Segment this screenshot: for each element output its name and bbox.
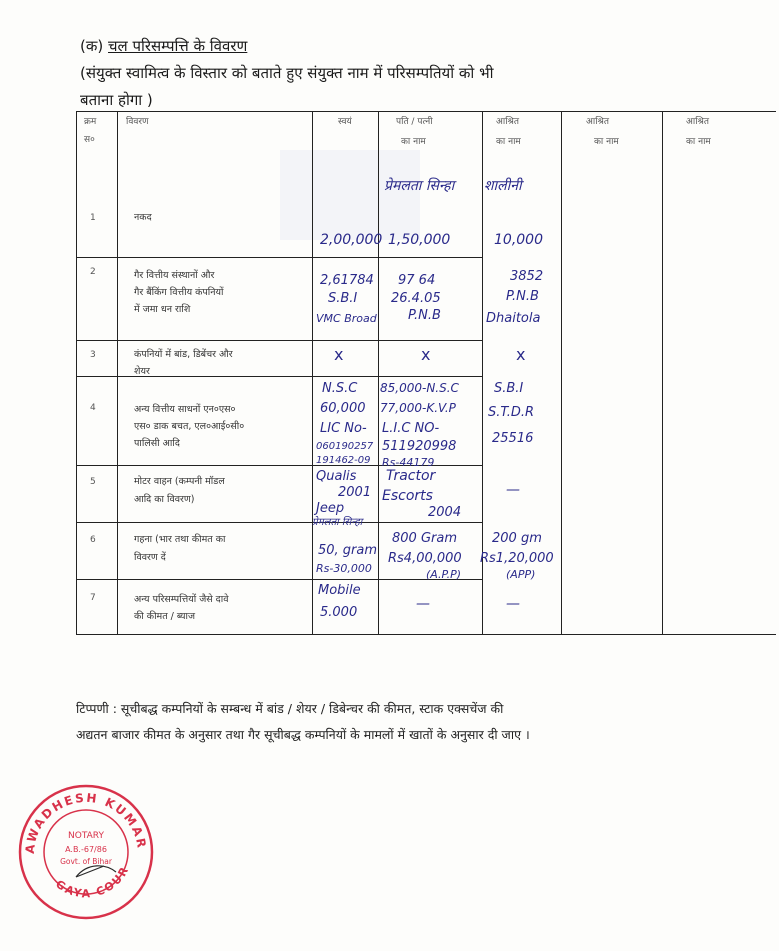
svg-text:AWADHESH KUMAR: AWADHESH KUMAR <box>22 790 149 855</box>
row-3-spouse: x <box>421 345 431 364</box>
row-7-label-1: अन्य परिसम्पत्तियों जैसे दावे <box>134 594 229 605</box>
row-5-self-1: Qualis <box>316 469 357 484</box>
row-1-num: 1 <box>90 213 96 223</box>
row-5-self-3: Jeep <box>316 501 345 516</box>
row-6-dep1-2: Rs1,20,000 <box>480 551 554 566</box>
svg-text:A.B.-67/86: A.B.-67/86 <box>65 845 107 854</box>
col-details-header: विवरण <box>126 117 149 127</box>
row-4-label-3: पालिसी आदि <box>134 438 180 449</box>
row-2-num: 2 <box>90 267 96 277</box>
row-1-self: 2,00,000 <box>320 232 383 248</box>
row-4-spouse-3: L.I.C NO- <box>382 421 440 436</box>
row-2-self-2: S.B.I <box>328 291 358 306</box>
row-4-spouse-5: Rs-44179 <box>382 456 435 469</box>
row-6-spouse-2: Rs4,00,000 <box>388 551 462 566</box>
col-self-header: स्वयं <box>338 117 352 127</box>
row-1-dep1: 10,000 <box>494 232 543 248</box>
row-3-self: x <box>334 345 344 364</box>
footnote-line2: अद्यतन बाजार कीमत के अनुसार तथा गैर सूचीबद्ध कम्पनियों के मामलों में खातों के अनुसार दी जाए । <box>76 727 530 742</box>
svg-text:NOTARY: NOTARY <box>68 831 104 841</box>
section-subtitle-line2: बताना होगा ) <box>80 91 153 109</box>
row-4-dep1-1: S.B.I <box>494 381 524 396</box>
svg-text:Govt. of Bihar: Govt. of Bihar <box>60 857 112 866</box>
row-2-label-1: गैर वित्तीय संस्थानों और <box>134 270 215 281</box>
row-7-label-2: की कीमत / ब्याज <box>134 611 196 622</box>
row-6-dep1-1: 200 gm <box>492 531 542 546</box>
col-dep1-header: आश्रित <box>496 117 520 127</box>
col-dep2-header: आश्रित <box>586 117 610 127</box>
row-5-spouse-3: 2004 <box>428 505 462 520</box>
col-dep3-sub: का नाम <box>686 137 711 147</box>
row-6-self-1: 50, gram <box>318 543 378 558</box>
row-6-self-2: Rs-30,000 <box>316 562 372 575</box>
row-4-dep1-3: 25516 <box>492 431 534 446</box>
row-2-self-1: 2,61784 <box>320 273 374 288</box>
row-4-self-2: 60,000 <box>320 401 366 416</box>
row-2-label-2: गैर बैंकिंग वित्तीय कंपनियों <box>134 287 224 298</box>
row-6-spouse-3: (A.P.P) <box>426 568 462 581</box>
row-4-label-2: एस० डाक बचत, एल०आई०सी० <box>134 421 245 432</box>
row-4-self-1: N.S.C <box>322 381 358 396</box>
section-prefix: (क) <box>80 37 104 55</box>
row-2-spouse-3: P.N.B <box>408 308 441 323</box>
row-6-label-1: गहना (भार तथा कीमत का <box>134 534 226 545</box>
row-3-num: 3 <box>90 350 96 360</box>
row-6-spouse-1: 800 Gram <box>392 531 457 546</box>
row-5-dep1: — <box>506 482 520 498</box>
section-subtitle-line1: (संयुक्त स्वामित्व के विस्तार को बताते हुए संयुक्त नाम में परिसम्पतियों को भी <box>80 64 494 82</box>
col-serial-header: क्रम <box>84 117 97 127</box>
row-4-num: 4 <box>90 403 96 413</box>
footnote-line1: टिप्पणी : सूचीबद्ध कम्पनियों के सम्बन्ध में बांड / शेयर / डिबेन्चर की कीमत, स्टाक एक्सचेंज की <box>76 701 504 716</box>
row-2-dep1-1: 3852 <box>510 269 544 284</box>
dependent-name-handwritten: शालीनी <box>484 178 522 194</box>
row-2-label-3: में जमा धन राशि <box>134 304 191 315</box>
row-5-spouse-1: Tractor <box>386 468 436 484</box>
row-5-self-2: 2001 <box>338 485 372 500</box>
row-4-self-4: 060190257 <box>316 441 374 452</box>
col-serial-header-2: स० <box>84 135 95 145</box>
asset-table <box>76 111 776 635</box>
notary-stamp-seal <box>16 782 156 922</box>
col-spouse-sub: का नाम <box>401 137 426 147</box>
col-dep3-header: आश्रित <box>686 117 710 127</box>
row-4-spouse-4: 511920998 <box>382 439 457 454</box>
row-7-num: 7 <box>90 593 96 603</box>
row-6-label-2: विवरण दें <box>134 552 166 563</box>
section-heading <box>80 36 247 56</box>
row-1-spouse: 1,50,000 <box>388 232 451 248</box>
row-4-self-5: 191462-09 <box>316 455 371 466</box>
svg-text:GAYA COURT: GAYA COUR <box>53 863 132 901</box>
section-title: चल परिसम्पत्ति के विवरण <box>108 37 248 55</box>
row-4-label-1: अन्य वित्तीय साधनों एन०एस० <box>134 404 236 415</box>
row-7-dep1: — <box>506 596 520 612</box>
notary-stamp <box>16 782 156 922</box>
row-6-num: 6 <box>90 535 96 545</box>
col-spouse-header: पति / पत्नी <box>396 117 433 127</box>
row-3-label-1: कंपनियों में बांड, डिबेंचर और <box>134 349 233 360</box>
row-2-dep1-3: Dhaitola <box>486 311 541 326</box>
row-4-self-3: LIC No- <box>320 421 367 436</box>
spouse-name-handwritten: प्रेमलता सिन्हा <box>384 178 455 194</box>
row-2-self-3: VMC Broad <box>316 312 377 325</box>
row-5-self-4: प्रेमलता सिन्हा <box>312 517 363 528</box>
row-5-spouse-2: Escorts <box>382 488 433 504</box>
row-6-dep1-3: (APP) <box>506 568 536 581</box>
row-5-num: 5 <box>90 477 96 487</box>
row-5-label-1: मोटर वाहन (कम्पनी मॉडल <box>134 476 225 487</box>
row-1-label: नकद <box>134 212 152 223</box>
row-2-spouse-1: 97 64 <box>398 273 436 288</box>
row-7-self-2: 5.000 <box>320 605 358 620</box>
row-7-spouse: — <box>416 596 430 612</box>
row-2-spouse-2: 26.4.05 <box>391 291 441 306</box>
row-7-self-1: Mobile <box>318 583 361 598</box>
row-4-spouse-1: 85,000-N.S.C <box>380 381 459 395</box>
row-3-dep1: x <box>516 345 526 364</box>
row-3-label-2: शेयर <box>134 366 150 377</box>
col-dep1-sub: का नाम <box>496 137 521 147</box>
row-5-label-2: आदि का विवरण) <box>134 494 195 505</box>
col-dep2-sub: का नाम <box>594 137 619 147</box>
row-4-spouse-2: 77,000-K.V.P <box>380 401 456 415</box>
row-4-dep1-2: S.T.D.R <box>488 405 535 420</box>
row-2-dep1-2: P.N.B <box>506 289 539 304</box>
